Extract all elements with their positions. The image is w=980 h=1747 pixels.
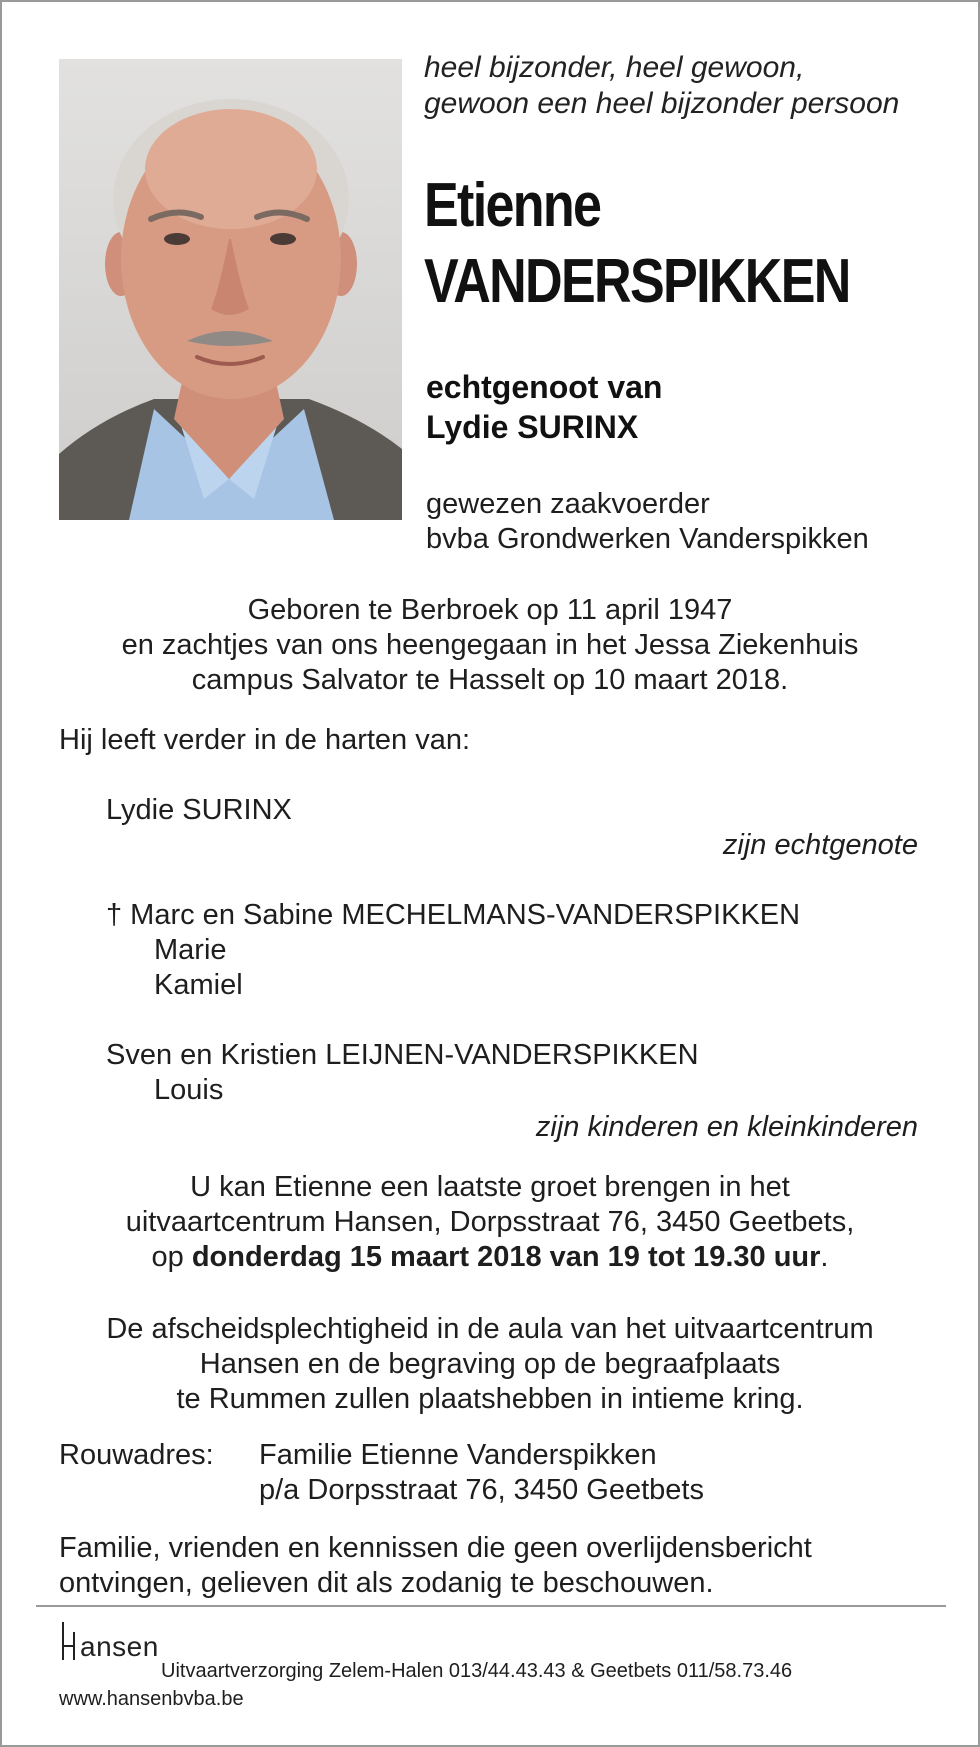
visitation-line-1: U kan Etienne een laatste groet brengen in het: [190, 1171, 790, 1203]
motto-line-2: gewoon een heel bijzonder persoon: [424, 87, 900, 120]
hansen-logo-icon: [60, 1622, 80, 1662]
birth-line: Geboren te Berbroek op 11 april 1947: [247, 594, 733, 626]
family-2-child-1: Louis: [154, 1074, 224, 1106]
footer-divider: [36, 1605, 946, 1607]
mourners-intro: Hij leeft verder in de harten van:: [59, 724, 471, 756]
address-line-1: Familie Etienne Vanderspikken: [259, 1439, 657, 1471]
occupation-line-2: bvba Grondwerken Vanderspikken: [426, 523, 869, 555]
deceased-last-name: VANDERSPIKKEN: [424, 247, 850, 316]
motto-line-1: heel bijzonder, heel gewoon,: [424, 51, 805, 84]
portrait-photo: [59, 59, 402, 520]
spouse-label: echtgenoot van: [426, 369, 663, 405]
mourner-spouse-role: zijn echtgenote: [722, 829, 918, 861]
footer-website[interactable]: www.hansenbvba.be: [59, 1688, 244, 1710]
ceremony-line-3: te Rummen zullen plaatshebben in intieme kring.: [176, 1383, 804, 1415]
notice-line-1: Familie, vrienden en kennissen die geen overlijdensbericht: [59, 1532, 812, 1564]
footer-services: Uitvaartverzorging Zelem-Halen 013/44.43.43 & Geetbets 011/58.73.46: [161, 1660, 793, 1682]
family-1-child-1: Marie: [154, 934, 227, 966]
children-role: zijn kinderen en kleinkinderen: [535, 1111, 918, 1143]
death-line-2: campus Salvator te Hasselt op 10 maart 2018.: [191, 664, 789, 696]
visitation-line-2: uitvaartcentrum Hansen, Dorpsstraat 76, 3450 Geetbets,: [125, 1206, 855, 1238]
visitation-datetime: donderdag 15 maart 2018 van 19 tot 19.30 uur: [191, 1241, 821, 1273]
death-line-1: en zachtjes van ons heengegaan in het Jessa Ziekenhuis: [121, 629, 859, 661]
family-2-head: Sven en Kristien LEIJNEN-VANDERSPIKKEN: [106, 1039, 699, 1071]
family-1-head: † Marc en Sabine MECHELMANS-VANDERSPIKKEN: [106, 899, 801, 931]
visitation-line-3: [0, 1240, 980, 1275]
portrait-illustration: [59, 59, 402, 520]
address-line-2: p/a Dorpsstraat 76, 3450 Geetbets: [259, 1474, 704, 1506]
occupation-line-1: gewezen zaakvoerder: [426, 488, 710, 520]
visitation-prefix: op: [151, 1241, 184, 1273]
address-label: Rouwadres:: [59, 1439, 214, 1471]
ceremony-line-1: De afscheidsplechtigheid in de aula van het uitvaartcentrum: [106, 1313, 874, 1345]
visitation-suffix: .: [820, 1241, 829, 1273]
notice-line-2: ontvingen, gelieven dit als zodanig te beschouwen.: [59, 1567, 714, 1599]
deceased-first-name: Etienne: [424, 171, 601, 240]
mourner-spouse-name: Lydie SURINX: [106, 794, 292, 826]
spouse-name: Lydie SURINX: [426, 409, 639, 445]
footer-brand: ansen: [80, 1631, 159, 1662]
ceremony-line-2: Hansen en de begraving op de begraafplaats: [199, 1348, 781, 1380]
family-1-child-2: Kamiel: [154, 969, 243, 1001]
